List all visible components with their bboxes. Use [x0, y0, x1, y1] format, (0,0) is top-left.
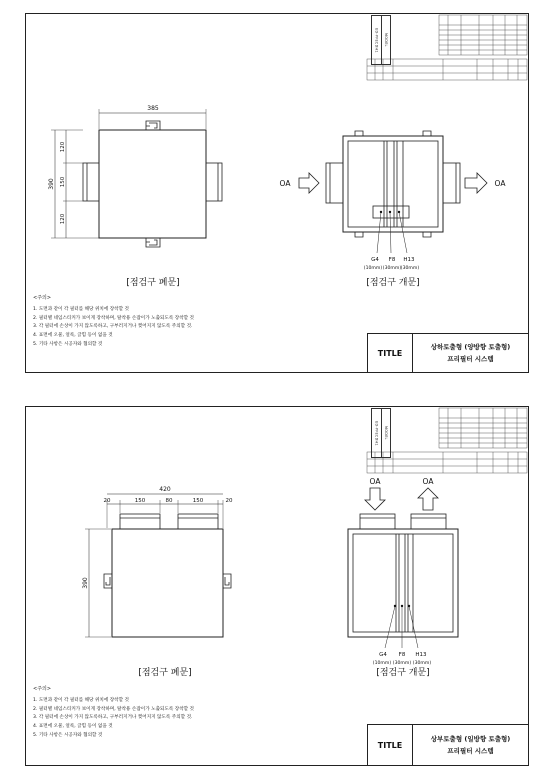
closed-view-caption: [점검구 폐문]: [138, 668, 192, 678]
revision-table: [367, 15, 527, 80]
title-block: [367, 333, 529, 373]
filter-g4-size: (10mm): [363, 266, 383, 271]
drawing-sheet-2: [3, 396, 551, 768]
note-item: 4. 표면에 오물, 얼룩, 긁힘 등이 없을 것: [33, 724, 113, 730]
model-label: MODEL: [383, 426, 388, 440]
airflow-in-label: OA: [369, 477, 381, 486]
filter-h13-label: H13: [403, 257, 415, 263]
filter-marker: [380, 211, 382, 213]
note-item: 3. 각 필터에 손상이 가지 않도록하고, 구부러지거나 찢어지지 않도록 주의할 것.: [33, 324, 193, 330]
note-item: 5. 기타 사항은 시공자와 협의할 것: [33, 732, 103, 738]
dim-height: 390: [48, 178, 55, 190]
title-label: TITLE: [368, 334, 413, 372]
drawing-sheet-1: [3, 3, 551, 375]
note-item: 1. 도면과 같이 각 필터를 해당 위치에 장착할 것: [33, 306, 129, 312]
filter-f8-size: (30mm): [382, 266, 402, 271]
outlet-arrow-icon: [465, 173, 487, 193]
open-bottom-latch: [355, 232, 431, 237]
airflow-in-label: OA: [279, 179, 291, 188]
note-item: 5. 기타 사항은 시공자와 협의할 것: [33, 341, 103, 347]
model-code: ED-PFECDH1: [374, 420, 379, 446]
dim-d1: 150: [134, 498, 146, 504]
note-item: 1. 도면과 같이 각 필터를 해당 위치에 장착할 것: [33, 697, 129, 703]
filter-marker: [394, 605, 396, 607]
filter-marker: [389, 211, 391, 213]
revision-table: [367, 408, 527, 473]
note-item: 3. 각 필터에 손상이 가지 않도록하고, 구부러지거나 찢어지지 않도록 주의할 것.: [33, 715, 193, 721]
open-top-latch: [355, 131, 431, 136]
filter-g4-label: G4: [371, 257, 379, 263]
dim-top: 120: [60, 141, 66, 153]
open-view-caption: [점검구 개문]: [366, 278, 420, 288]
title-line-1: 상하토출형 (양방향 토출형): [430, 343, 511, 351]
filter-f8-label: F8: [388, 257, 396, 263]
dim-d2: 80: [165, 498, 173, 504]
inlet-arrow-icon: [299, 173, 319, 193]
notes-header: <주의>: [33, 686, 52, 692]
dim-right: 20: [225, 498, 233, 504]
note-item: 2. 필터별 네임스티커가 보이게 장착하며, 탈착용 손잡이가 노출되도록 장착할 것: [33, 315, 194, 321]
notes-block: [33, 294, 194, 350]
title-label: TITLE: [368, 725, 413, 765]
notes-block: [33, 685, 194, 741]
open-view-caption: [점검구 개문]: [376, 668, 430, 678]
filter-marker: [408, 605, 410, 607]
closed-view-drawing: [85, 494, 231, 637]
dim-width: 420: [159, 486, 171, 493]
dim-width: 385: [147, 105, 159, 112]
left-latch: [104, 574, 112, 588]
airflow-out-label: OA: [422, 477, 434, 486]
title-line-2: 프리필터 시스템: [447, 747, 494, 755]
closed-view-caption: [점검구 폐문]: [126, 278, 180, 288]
filter-marker: [398, 211, 400, 213]
notes-header: <주의>: [33, 295, 52, 301]
title-line-1: 상부토출형 (일방향 토출형): [430, 735, 511, 743]
dim-height: 390: [82, 577, 89, 589]
open-view-drawing: [299, 131, 487, 253]
inlet-arrow-icon: [365, 488, 385, 510]
top-latch: [146, 121, 160, 130]
bottom-latch: [146, 238, 160, 247]
title-line-2: 프리필터 시스템: [447, 355, 494, 363]
filter-g4-size: (10mm): [372, 661, 392, 666]
model-label: MODEL: [383, 33, 388, 47]
dim-left: 20: [103, 498, 111, 504]
filter-h13-size: (30mm): [400, 266, 420, 271]
dim-d3: 150: [192, 498, 204, 504]
filter-h13-label: H13: [415, 652, 427, 658]
airflow-out-label: OA: [494, 179, 506, 188]
open-view-drawing: [348, 488, 458, 648]
filter-h13-size: (30mm): [412, 661, 432, 666]
title-block: [367, 724, 529, 766]
filter-f8-label: F8: [398, 652, 406, 658]
note-item: 4. 표면에 오물, 얼룩, 긁힘 등이 없을 것: [33, 333, 113, 339]
filter-g4-label: G4: [379, 652, 387, 658]
closed-view-drawing: [51, 109, 222, 247]
note-item: 2. 필터별 네임스티커가 보이게 장착하며, 탈착용 손잡이가 노출되도록 장착할 것: [33, 706, 194, 712]
model-code: ED-PFECDH1: [374, 27, 379, 53]
right-latch: [223, 574, 231, 588]
dim-bottom: 120: [60, 213, 66, 225]
filter-marker: [401, 605, 403, 607]
outlet-arrow-icon: [418, 488, 438, 510]
dim-mid: 150: [60, 176, 66, 188]
filter-f8-size: (30mm): [392, 661, 412, 666]
